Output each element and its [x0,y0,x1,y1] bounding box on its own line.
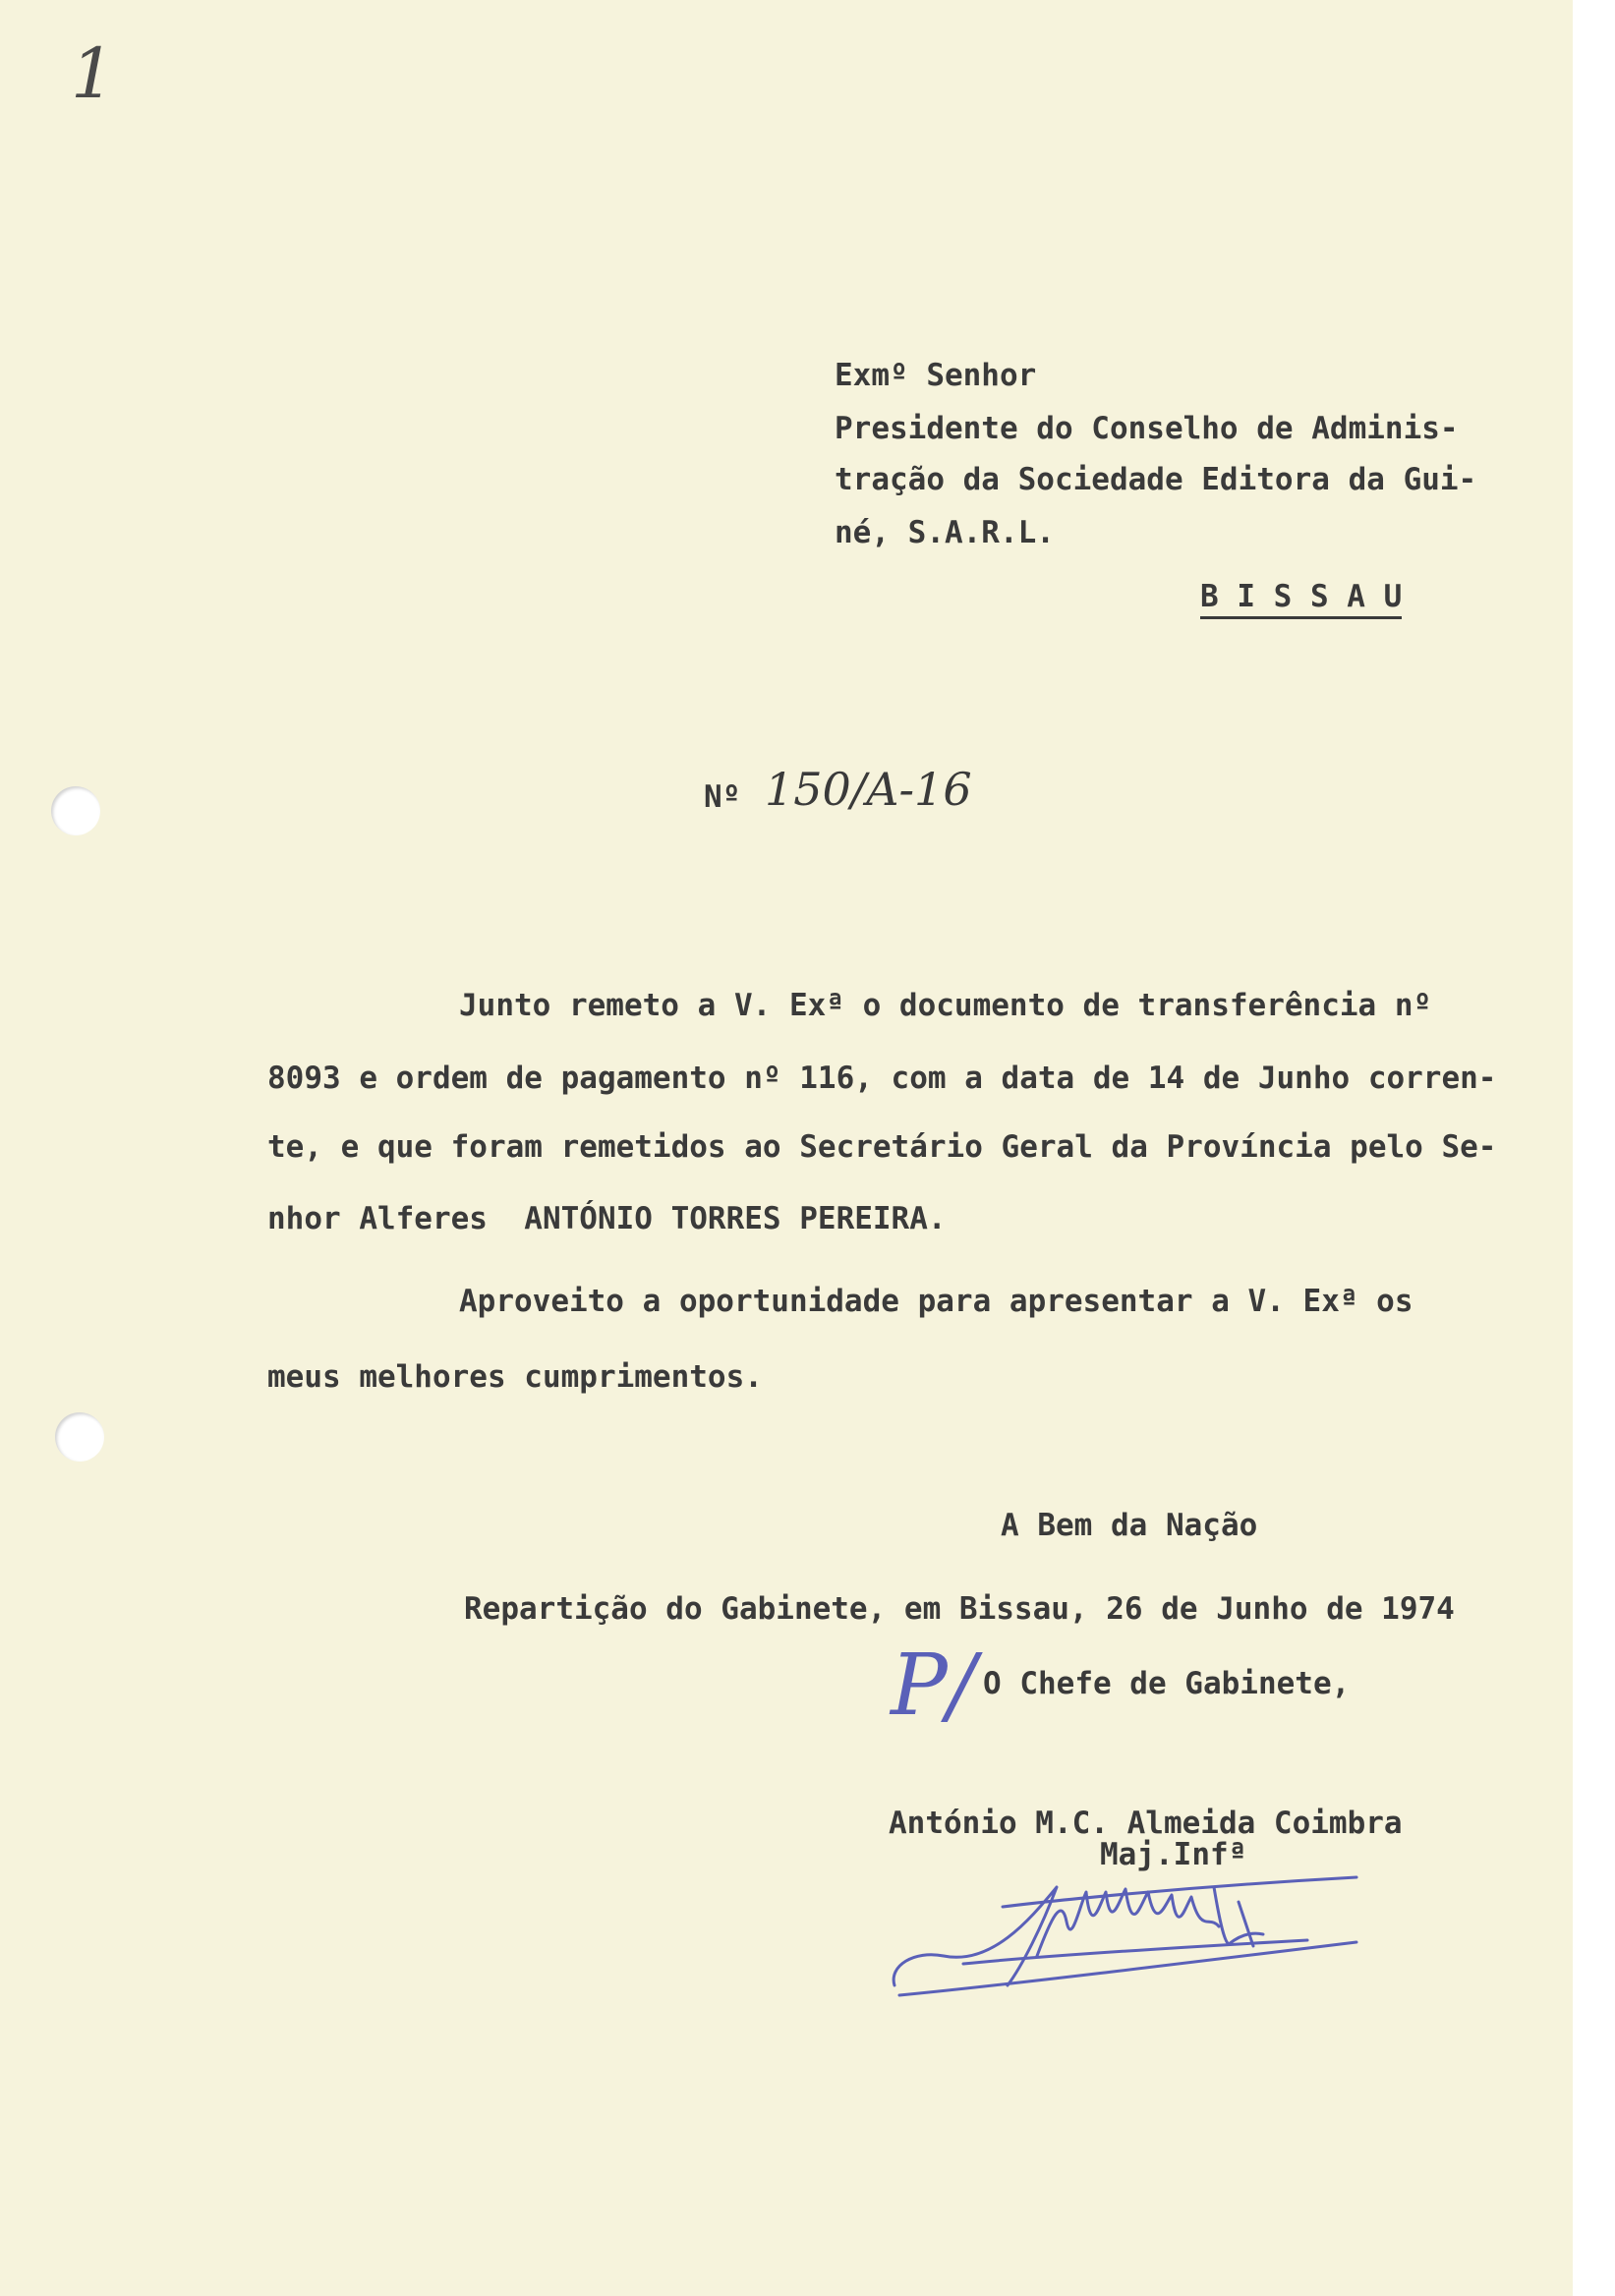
punch-hole-bottom [55,1412,104,1462]
body-line: Aproveito a oportunidade para apresentar a V. Exª os [459,1284,1413,1319]
page-margin [1573,0,1615,2296]
signatory-name: António M.C. Almeida Coimbra [889,1806,1403,1841]
closing-motto: A Bem da Nação [1001,1508,1258,1543]
body-line: 8093 e ordem de pagamento nº 116, com a data de 14 de Junho corren- [267,1061,1497,1096]
per-procuration-mark: P/ [891,1636,976,1735]
addressee-line-2: tração da Sociedade Editora da Gui- [835,462,1477,497]
closing-title: O Chefe de Gabinete, [983,1666,1351,1701]
handwritten-signature [885,1848,1366,2005]
body-line: te, e que foram remetidos ao Secretário Geral da Província pelo Se- [267,1129,1497,1165]
signatory-rank: Maj.Infª [1100,1837,1247,1872]
addressee-city: B I S S A U [1200,582,1402,619]
closing-place-date: Repartição do Gabinete, em Bissau, 26 de Junho de 1974 [464,1591,1455,1627]
body-line: meus melhores cumprimentos. [267,1359,763,1395]
body-line: nhor Alferes ANTÓNIO TORRES PEREIRA. [267,1201,947,1236]
addressee-line-3: né, S.A.R.L. [835,515,1055,550]
addressee-salutation: Exmº Senhor [835,358,1037,393]
reference-handwritten-number: 150/A-16 [765,763,972,816]
addressee-line-1: Presidente do Conselho de Adminis- [835,411,1459,446]
reference-label: Nº [704,779,741,815]
corner-mark: 1 [71,33,115,114]
punch-hole-top [51,786,100,835]
body-line: Junto remeto a V. Exª o documento de transferência nº [459,988,1432,1023]
